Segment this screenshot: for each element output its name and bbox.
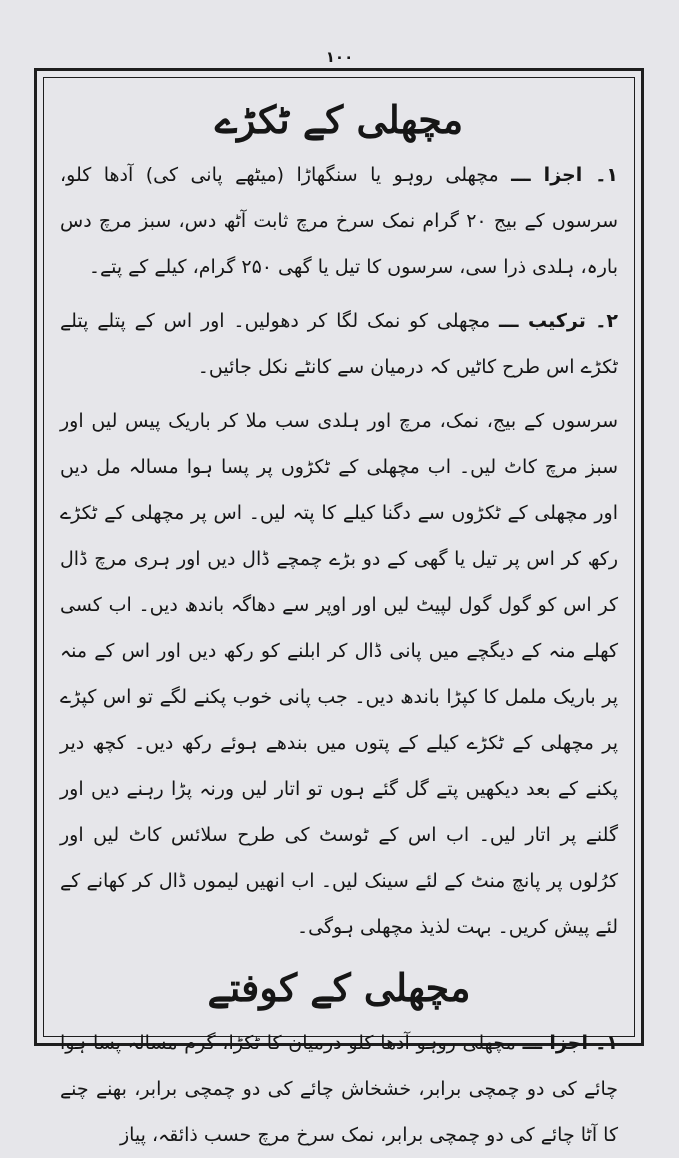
- ingredients-label-2: ۱۔ اجزا ـــ: [522, 1032, 619, 1054]
- method-body-paragraph: سرسوں کے بیج، نمک، مرچ اور ہلدی سب ملا کر باریک پیس لیں اور سبز مرچ کاٹ لیں۔ اب مچھلی کے ٹکڑوں پر پسا ہوا مسالہ مل دیں اور مچھلی کے ٹکڑوں سے دگنا کیلے کا پتہ لیں۔ اس پر مچھلی کے ٹکڑے رکھ کر اس پر تیل یا گھی کے دو بڑے چمچے ڈال دیں اور ہری مرچ ڈال کر اس کو گول گول لپیٹ لیں اور اوپر سے دھاگہ باندھ دیں۔ اب کسی کھلے منہ کے دیگچے میں پانی ڈال کر ابلنے کو رکھ دیں اور اس کے منہ پر باریک ململ کا کپڑا باندھ دیں۔ جب پانی خوب پکنے لگے تو اس کپڑے پر مچھلی کے ٹکڑے کیلے کے پتوں میں بندھے ہوئے رکھ دیں۔ کچھ دیر پکنے کے بعد دیکھیں پتے گل گئے ہوں تو اتار لیں ورنہ پڑا رہنے دیں اور گلنے پر اتار لیں۔ اب اس کے ٹوسٹ کی طرح سلائس کاٹ لیں اور کرُلوں پر پانچ منٹ کے لئے سینک لیں۔ اب انھیں لیموں ڈال کر کھانے کے لئے پیش کریں۔ بہت لذیذ مچھلی ہوگی۔: [60, 410, 618, 938]
- method-label: ۲۔ ترکیب ـــ: [499, 310, 619, 332]
- ingredients-text-2: مچھلی روہو آدھا کلو درمیان کا ٹکڑا، گرم مسالہ پسا ہوا چائے کی دو چمچی برابر، خشخاش چائے کی دو چمچی برابر، بھنے چنے کا آٹا چائے کی دو چمچی برابر، نمک سرخ مرچ حسب ذائقہ، پیاز: [60, 1032, 618, 1146]
- ingredients-paragraph: [60, 152, 618, 290]
- recipe-title: مچھلی کے ٹکڑے: [214, 97, 464, 142]
- ingredients-label: ۱۔ اجزا ـــ: [511, 164, 618, 186]
- recipe-title-2: مچھلی کے کوفتے: [207, 965, 471, 1010]
- page-border-inner: [43, 77, 635, 1146]
- method-paragraph: [60, 298, 618, 390]
- ingredients-paragraph-2: [60, 1020, 618, 1158]
- page-number: ۱۰۰: [325, 48, 354, 66]
- page-border-outer: [34, 68, 644, 1146]
- ingredients-text: مچھلی روہو یا سنگھاڑا (میٹھے پانی کی) آدھا کلو، سرسوں کے بیج ۲۰ گرام نمک سرخ مرچ ثابت آٹھ دس، سبز مرچ دس بارہ، ہلدی ذرا سی، سرسوں کا تیل یا گھی ۲۵۰ گرام، کیلے کے پتے۔: [60, 164, 618, 278]
- method-text: مچھلی کو نمک لگا کر دھولیں۔ اور اس کے پتلے پتلے ٹکڑے اس طرح کاٹیں کہ درمیان سے کانٹے نکل جائیں۔: [60, 310, 618, 378]
